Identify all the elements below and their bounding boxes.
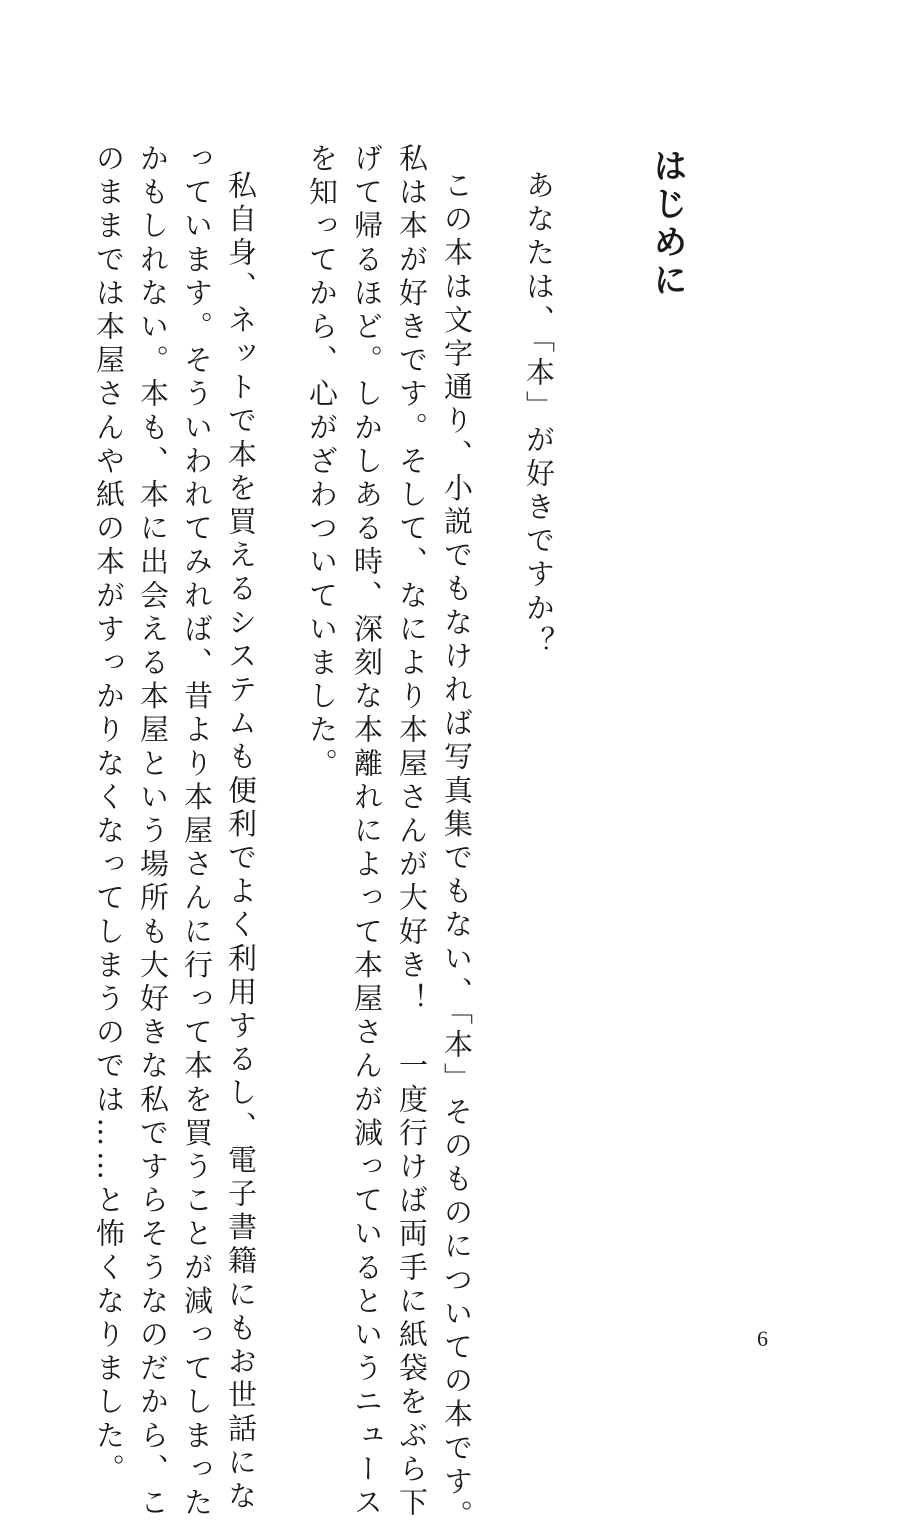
text-column: げて帰るほど。しかしある時、深刻な本離れによって本屋さんが減っているというニュース (350, 143, 384, 1521)
text-column: この本は文字通り、小説でもなければ写真集でもない、「本」そのものについての本です。 (440, 170, 474, 1533)
text-column: かもしれない。本も、本に出会える本屋という場所も大好きな私ですらそうなのだから、こ (136, 143, 170, 1521)
text-column: のままでは本屋さんや紙の本がすっかりなくなってしまうのでは……と怖くなりました。 (92, 143, 126, 1487)
text-column: あなたは、「本」が好きですか？ (522, 170, 556, 660)
text-column: 私は本が好きです。そして、なにより本屋さんが大好き！ 一度行けば両手に紙袋をぶら下 (395, 143, 429, 1521)
page-number: 6 (757, 1326, 768, 1351)
text-column: 私自身、ネットで本を買えるシステムも便利でよく利用するし、電子書籍にもお世話にな (224, 170, 258, 1514)
text-column: っています。そういわれてみれば、昔より本屋さんに行って本を買うことが減ってしまった (180, 143, 214, 1521)
chapter-heading: はじめに (647, 148, 687, 300)
text-column: を知ってから、心がざわついていました。 (305, 143, 339, 782)
